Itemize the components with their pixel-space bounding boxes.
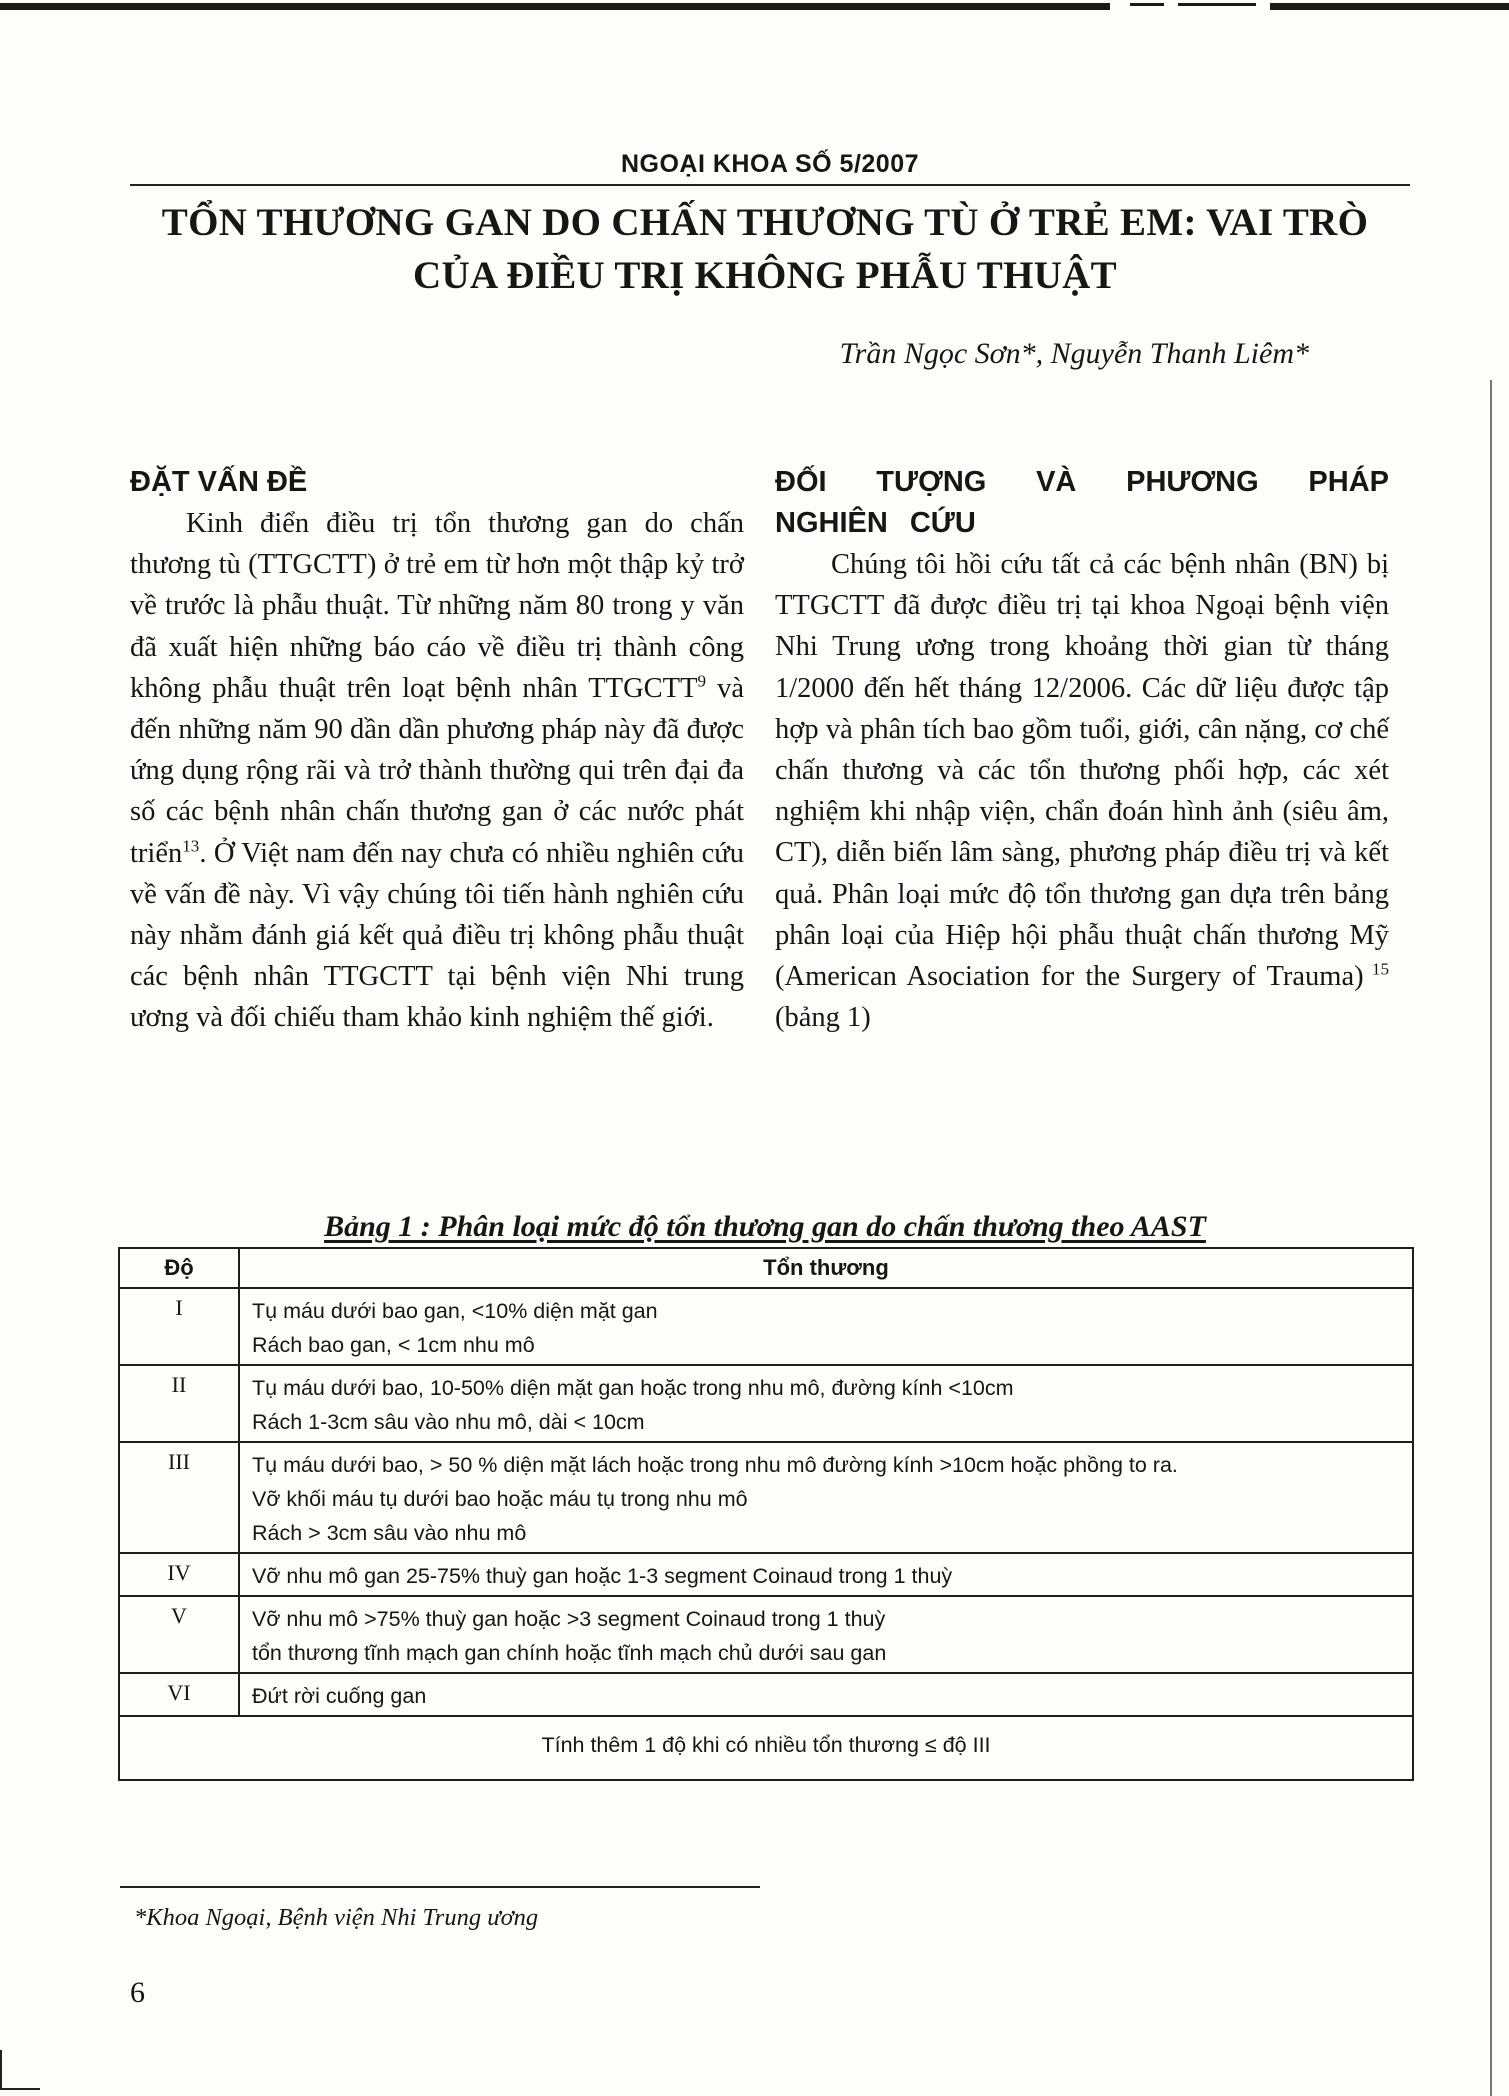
- footnote: *Khoa Ngoại, Bệnh viện Nhi Trung ương: [134, 1904, 539, 1931]
- injury-line: Vỡ khối máu tụ dưới bao hoặc máu tụ trong nhu mô: [252, 1487, 748, 1511]
- grade-cell: VI: [119, 1673, 239, 1716]
- introduction-paragraph: [130, 503, 744, 1039]
- injury-cell: [239, 1288, 1413, 1365]
- grade-cell: III: [119, 1442, 239, 1553]
- injury-column-header: Tổn thương: [239, 1248, 1413, 1288]
- left-column: [130, 462, 744, 1039]
- injury-line: Rách 1-3cm sâu vào nhu mô, dài < 10cm: [252, 1410, 645, 1434]
- injury-cell: [239, 1673, 1413, 1716]
- article-title: [120, 196, 1410, 302]
- grade-cell: I: [119, 1288, 239, 1365]
- grade-column-header: Độ: [119, 1248, 239, 1288]
- injury-line: Tụ máu dưới bao, > 50 % diện mặt lách hoặc trong nhu mô đường kính >10cm hoặc phồng to ra.: [252, 1453, 1178, 1477]
- top-border-rule: [0, 3, 1509, 13]
- intro-text-2: và đến những năm 90 dần dần phương pháp này đã được ứng dụng rộng rãi và trở thành thường qui trên đại đa số các bệnh nhân chấn thương gan ở các nước phát triển: [130, 672, 744, 869]
- table-note-row: [119, 1716, 1413, 1780]
- table-row: [119, 1442, 1413, 1553]
- right-column: [775, 462, 1389, 1038]
- injury-line: Tụ máu dưới bao, 10-50% diện mặt gan hoặc trong nhu mô, đường kính <10cm: [252, 1376, 1014, 1400]
- table-caption: Bảng 1 : Phân loại mức độ tổn thương gan do chấn thương theo AAST: [324, 1210, 1206, 1243]
- table-row: [119, 1365, 1413, 1442]
- injury-cell: [239, 1365, 1413, 1442]
- table-note: Tính thêm 1 độ khi có nhiều tổn thương ≤ độ III: [119, 1716, 1413, 1780]
- injury-line: Đứt rời cuống gan: [252, 1684, 427, 1708]
- injury-line: Vỡ nhu mô gan 25-75% thuỳ gan hoặc 1-3 segment Coinaud trong 1 thuỳ: [252, 1564, 953, 1588]
- section-heading-methods: ĐỐI TƯỢNG VÀ PHƯƠNG PHÁP NGHIÊN CỨU: [775, 466, 1389, 539]
- reference-superscript: 9: [697, 671, 707, 691]
- table-row: [119, 1596, 1413, 1673]
- methods-paragraph: [775, 544, 1389, 1038]
- grade-cell: V: [119, 1596, 239, 1673]
- injury-line: Rách > 3cm sâu vào nhu mô: [252, 1521, 527, 1545]
- methods-text-1: Chúng tôi hồi cứu tất cả các bệnh nhân (BN) bị TTGCTT đã được điều trị tại khoa Ngoại bệnh viện Nhi Trung ương trong khoảng thời gian từ tháng 1/2000 đến hết tháng 12/2006. Các dữ liệu được tập hợp và phân tích bao gồm tuổi, giới, cân nặng, cơ chế chấn thương và các tổn thương phối hợp, các xét nghiệm khi nhập viện, chẩn đoán hình ảnh (siêu âm, CT), diễn biến lâm sàng, phương pháp điều trị và kết quả. Phân loại mức độ tổn thương gan dựa trên bảng phân loại của Hiệp hội phẫu thuật chấn thương Mỹ (American Asociation for the Surgery of Trauma): [775, 549, 1389, 993]
- intro-text-1: Kinh điển điều trị tổn thương gan do chấn thương tù (TTGCTT) ở trẻ em từ hơn một thập kỷ trở về trước là phẫu thuật. Từ những năm 80 trong y văn đã xuất hiện những báo cáo về điều trị thành công không phẫu thuật trên loạt bệnh nhân TTGCTT: [130, 508, 744, 704]
- injury-cell: [239, 1442, 1413, 1553]
- scan-corner-mark: [0, 2088, 40, 2090]
- journal-header: NGOẠI KHOA SỐ 5/2007: [620, 150, 920, 178]
- scan-edge-mark: [1490, 380, 1492, 2096]
- table-row: [119, 1673, 1413, 1716]
- title-line-1: TỔN THƯƠNG GAN DO CHẤN THƯƠNG TÙ Ở TRẺ EM: VAI TRÒ: [161, 201, 1369, 244]
- reference-superscript: 13: [182, 836, 200, 856]
- aast-grading-table: [118, 1247, 1414, 1781]
- table-row: [119, 1288, 1413, 1365]
- injury-cell: [239, 1596, 1413, 1673]
- methods-text-2: (bảng 1): [775, 1002, 871, 1034]
- footnote-rule: [120, 1886, 760, 1888]
- grade-cell: II: [119, 1365, 239, 1442]
- page-number: 6: [130, 1976, 145, 2009]
- header-rule: [130, 184, 1410, 186]
- table-header-row: [119, 1248, 1413, 1288]
- section-heading-introduction: ĐẶT VẤN ĐỀ: [130, 466, 308, 498]
- injury-line: Tụ máu dưới bao gan, <10% diện mặt gan: [252, 1299, 658, 1323]
- authors: Trần Ngọc Sơn*, Nguyễn Thanh Liêm*: [839, 337, 1309, 370]
- injury-line: tổn thương tĩnh mạch gan chính hoặc tĩnh mạch chủ dưới sau gan: [252, 1641, 887, 1665]
- injury-line: Vỡ nhu mô >75% thuỳ gan hoặc >3 segment Coinaud trong 1 thuỳ: [252, 1607, 886, 1631]
- reference-superscript: 15: [1363, 959, 1389, 979]
- scan-corner-mark: [0, 2050, 2, 2090]
- injury-cell: [239, 1553, 1413, 1596]
- injury-line: Rách bao gan, < 1cm nhu mô: [252, 1333, 535, 1357]
- intro-text-3: . Ở Việt nam đến nay chưa có nhiều nghiên cứu về vấn đề này. Vì vậy chúng tôi tiến hành nghiên cứu này nhằm đánh giá kết quả điều trị không phẫu thuật các bệnh nhân TTGCTT tại bệnh viện Nhi trung ương và đối chiếu tham khảo kinh nghiệm thế giới.: [130, 837, 744, 1034]
- title-line-2: CỦA ĐIỀU TRỊ KHÔNG PHẪU THUẬT: [413, 254, 1117, 297]
- grade-cell: IV: [119, 1553, 239, 1596]
- table-row: [119, 1553, 1413, 1596]
